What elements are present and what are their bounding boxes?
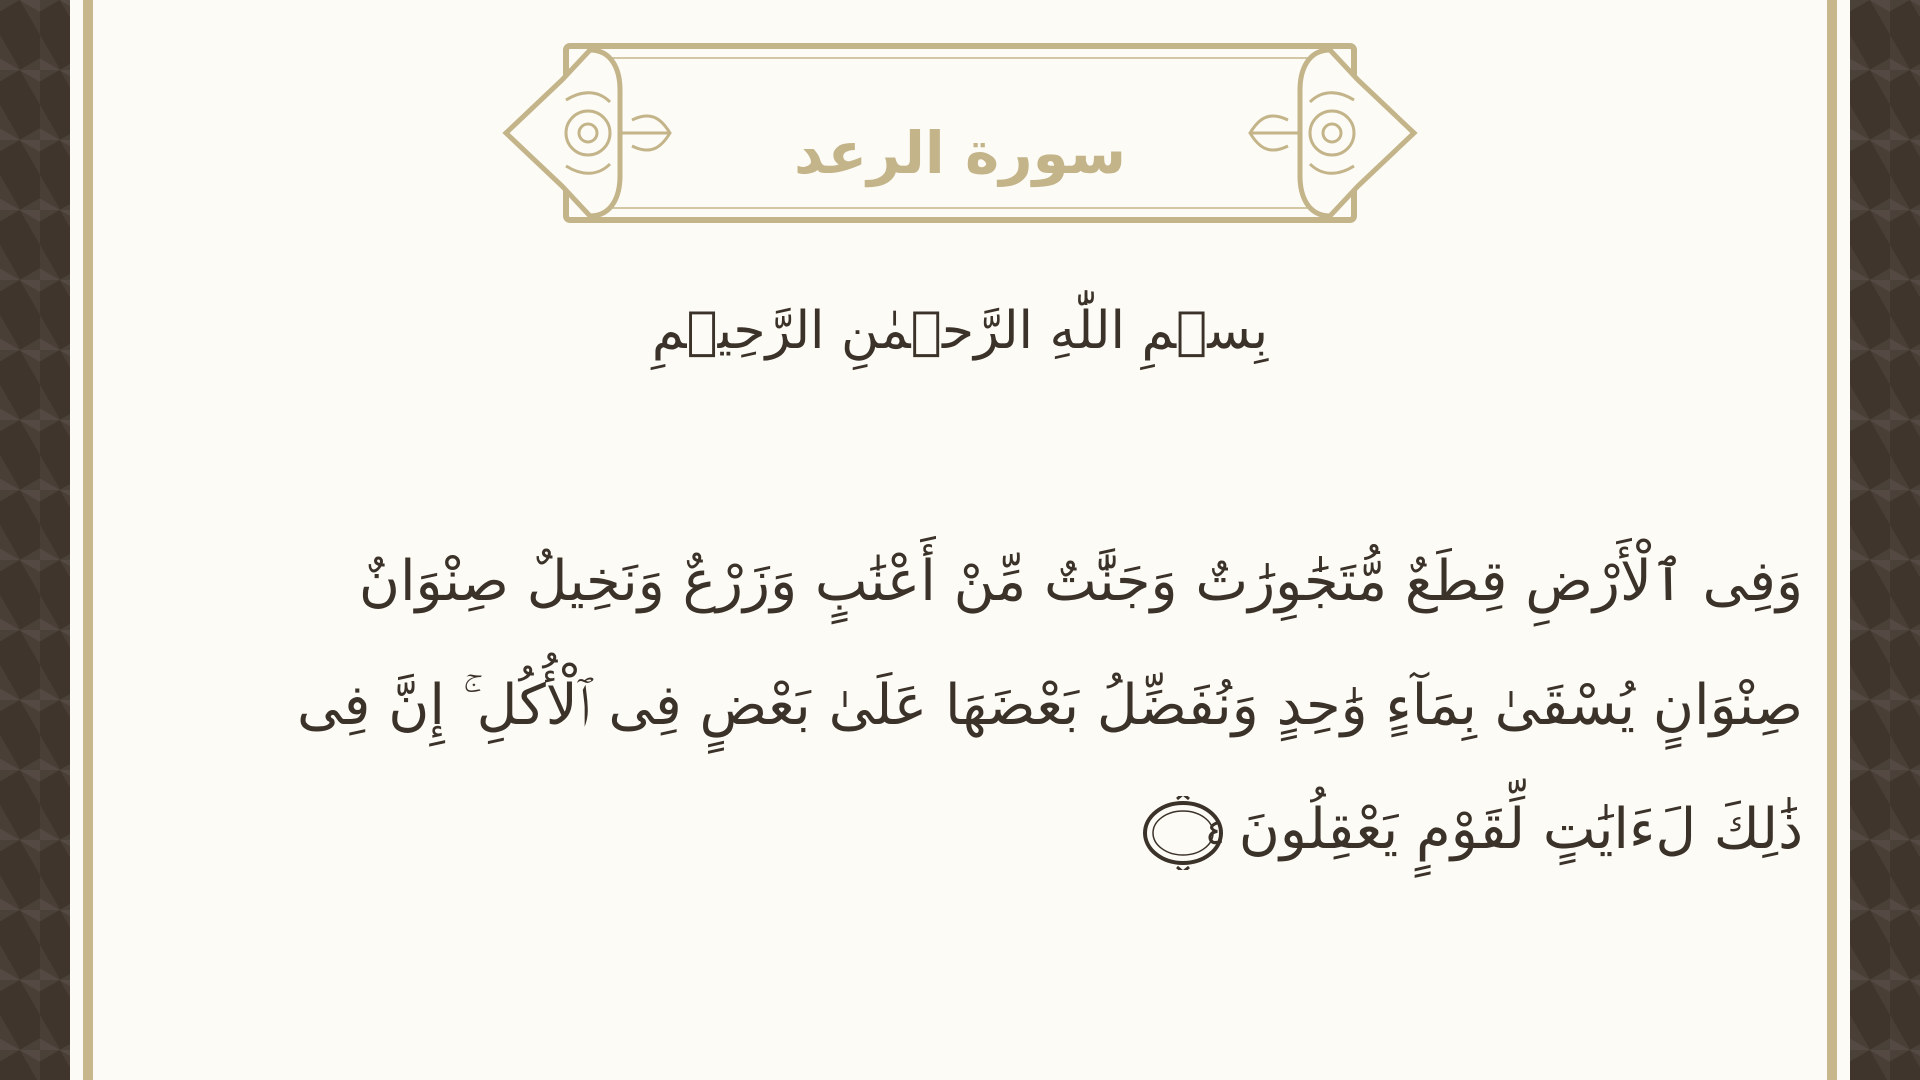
ayah-number: ٤ [1205, 811, 1225, 853]
verse-line-3-text: ذَٰلِكَ لَءَايَٰتٍ لِّقَوْمٍ يَعْقِلُونَ [1238, 797, 1803, 862]
right-ornamental-border [1850, 0, 1920, 1080]
surah-title: سورة الرعد [793, 119, 1127, 187]
left-ornamental-border [0, 0, 70, 1080]
verse-line-1: وَفِى ٱلْأَرْضِ قِطَعٌ مُّتَجَٰوِرَٰتٌ وَجَنَّٰتٌ مِّنْ أَعْنَٰبٍ وَزَرْعٌ وَنَخِيلٌ صِنْوَانٌ [358, 549, 1803, 614]
ayah-end-marker [1141, 796, 1225, 870]
surah-title-frame [502, 40, 1418, 226]
basmala: بِسۡمِ اللّٰهِ الرَّحۡمٰنِ الرَّحِيۡمِ [651, 301, 1269, 361]
left-gold-rule [83, 0, 93, 1080]
verse-text [95, 520, 1803, 892]
verse-line-2: صِنْوَانٍ يُسْقَىٰ بِمَآءٍ وَٰحِدٍ وَنُفَضِّلُ بَعْضَهَا عَلَىٰ بَعْضٍ فِى ٱلْأُكُلِ ۚ إِنَّ فِى [296, 673, 1803, 738]
verse-line-3 [95, 768, 1803, 892]
right-gold-rule [1827, 0, 1837, 1080]
